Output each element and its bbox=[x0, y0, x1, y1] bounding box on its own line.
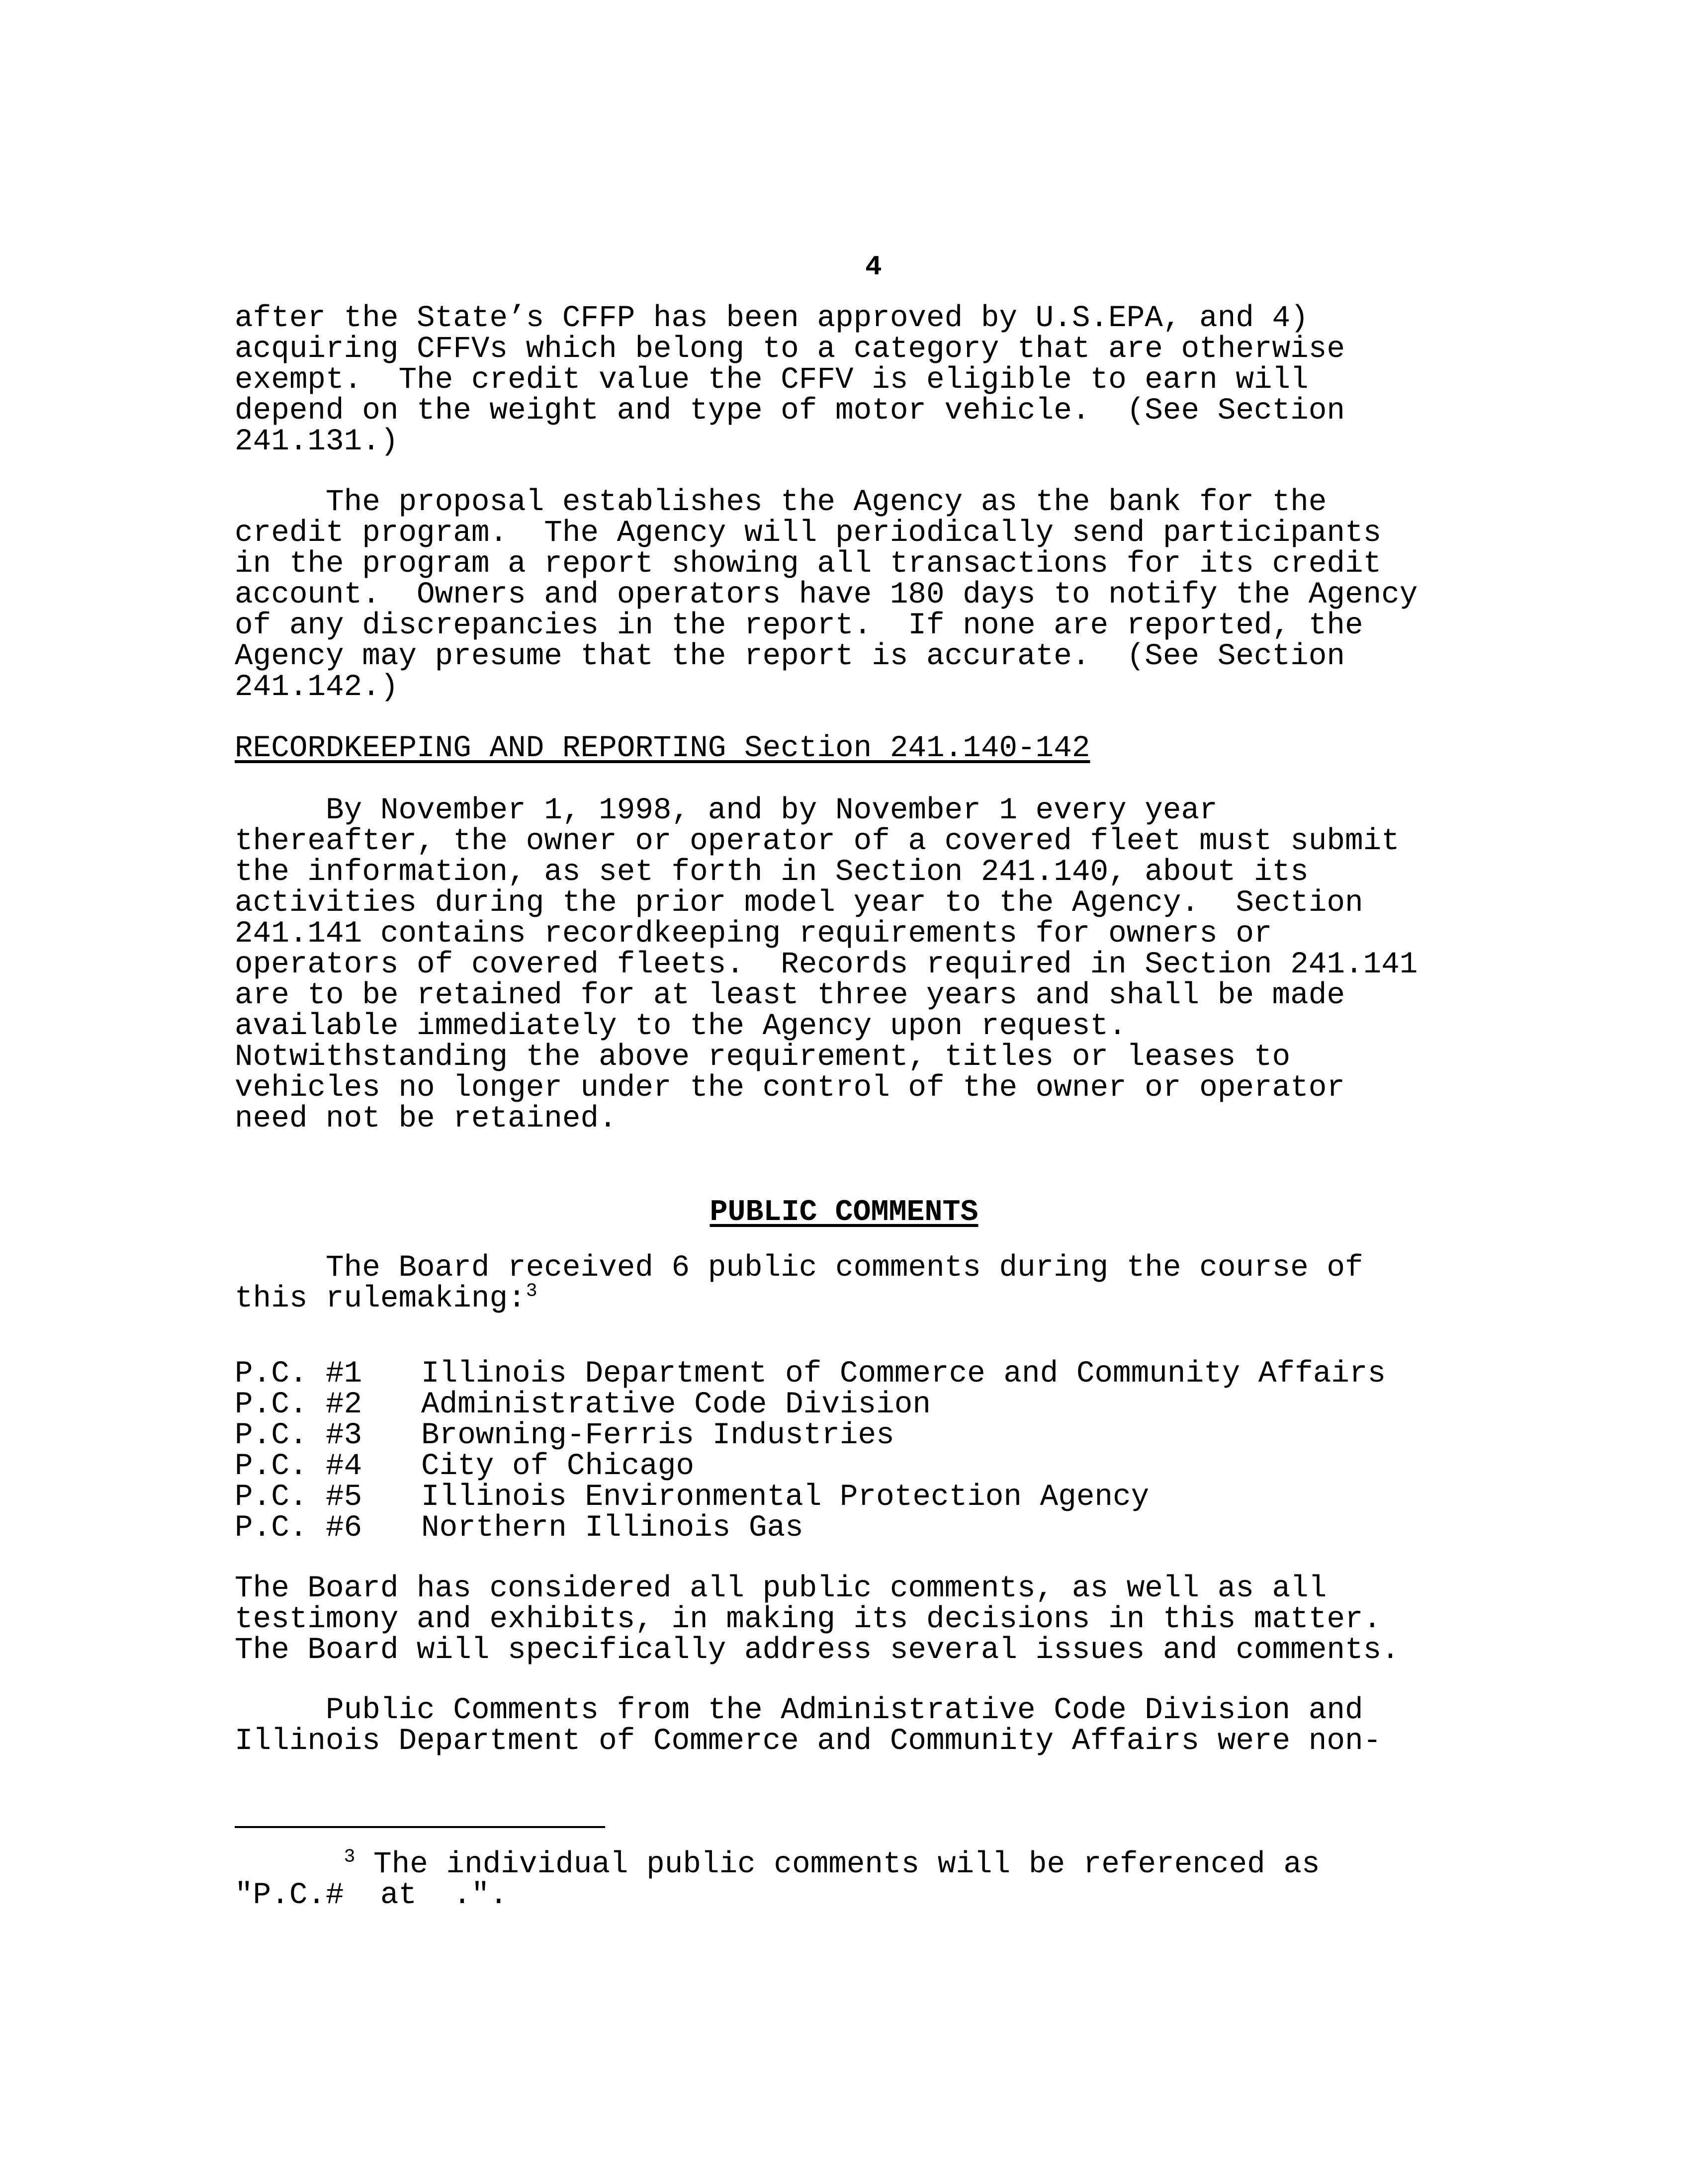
list-item bbox=[235, 1359, 1386, 1390]
section-heading-recordkeeping: RECORDKEEPING AND REPORTING Section 241.140-142 bbox=[235, 731, 1090, 766]
comment-source: Northern Illinois Gas bbox=[421, 1511, 803, 1545]
list-item bbox=[235, 1451, 1386, 1482]
paragraph-agency-bank: The proposal establishes the Agency as the bank for the credit program. The Agency will periodically send participants in the program a report showing all transactions for its credit account. Owners and operators have 180 days to notify the Agency of any discrepancies in the report. If none are reported, the Agency may presume that the report is accurate. (See Section 241.142.) bbox=[235, 485, 1418, 704]
section-heading-public-comments: PUBLIC COMMENTS bbox=[710, 1196, 978, 1229]
paragraph-admin-code: Public Comments from the Administrative Code Division and Illinois Department of Commerce and Community Affairs were non- bbox=[235, 1693, 1382, 1758]
list-item bbox=[235, 1513, 1386, 1544]
comment-id: P.C. #1 bbox=[235, 1357, 362, 1391]
paragraph-comments-intro bbox=[235, 1253, 1488, 1314]
footnote bbox=[235, 1846, 1488, 1913]
footnote-divider bbox=[235, 1826, 605, 1828]
comment-source: Browning-Ferris Industries bbox=[421, 1418, 894, 1453]
comments-intro-line2: this rulemaking: bbox=[235, 1282, 526, 1316]
comment-source: City of Chicago bbox=[421, 1449, 695, 1484]
comment-source: Illinois Environmental Protection Agency bbox=[421, 1480, 1150, 1514]
footnote-reference: 3 bbox=[526, 1280, 537, 1302]
footnote-mark: 3 bbox=[344, 1846, 355, 1868]
comment-id: P.C. #4 bbox=[235, 1449, 362, 1484]
comment-id: P.C. #5 bbox=[235, 1480, 362, 1514]
list-item bbox=[235, 1390, 1386, 1420]
paragraph-cffp-credit: after the State’s CFFP has been approved by U.S.EPA, and 4) acquiring CFFVs which belong to a category that are otherwise exempt. The credit value the CFFV is eligible to earn will depend on the weight and type of motor vehicle. (See Section 241.131.) bbox=[235, 301, 1345, 459]
comment-source: Illinois Department of Commerce and Community Affairs bbox=[421, 1357, 1386, 1391]
page-number: 4 bbox=[865, 251, 882, 283]
comment-id: P.C. #2 bbox=[235, 1388, 362, 1422]
footnote-text-line2: "P.C.# at .". bbox=[235, 1878, 508, 1913]
list-item bbox=[235, 1482, 1386, 1513]
list-item bbox=[235, 1420, 1386, 1451]
comment-id: P.C. #6 bbox=[235, 1511, 362, 1545]
comment-id: P.C. #3 bbox=[235, 1418, 362, 1453]
comment-source: Administrative Code Division bbox=[421, 1388, 931, 1422]
footnote-text-line1: The individual public comments will be referenced as bbox=[355, 1847, 1320, 1882]
paragraph-board-considered: The Board has considered all public comments, as well as all testimony and exhibits, in making its decisions in this matter. The Board will specifically address several issues and comments. bbox=[235, 1572, 1400, 1667]
public-comments-list bbox=[235, 1359, 1386, 1544]
paragraph-recordkeeping: By November 1, 1998, and by November 1 every year thereafter, the owner or operator of a covered fleet must submit the information, as set forth in Section 241.140, about its activities during the prior model year to the Agency. Section 241.141 contains recordkeeping requirements for owners or operators of covered fleets. Records required in Section 241.141 are to be retained for at least three years and shall be made available immediately to the Agency upon request. Notwithstanding the above requirement, titles or leases to vehicles no longer under the control of the owner or operator need not be retained. bbox=[235, 793, 1418, 1136]
comments-intro-line1: The Board received 6 public comments during the course of bbox=[235, 1251, 1363, 1285]
